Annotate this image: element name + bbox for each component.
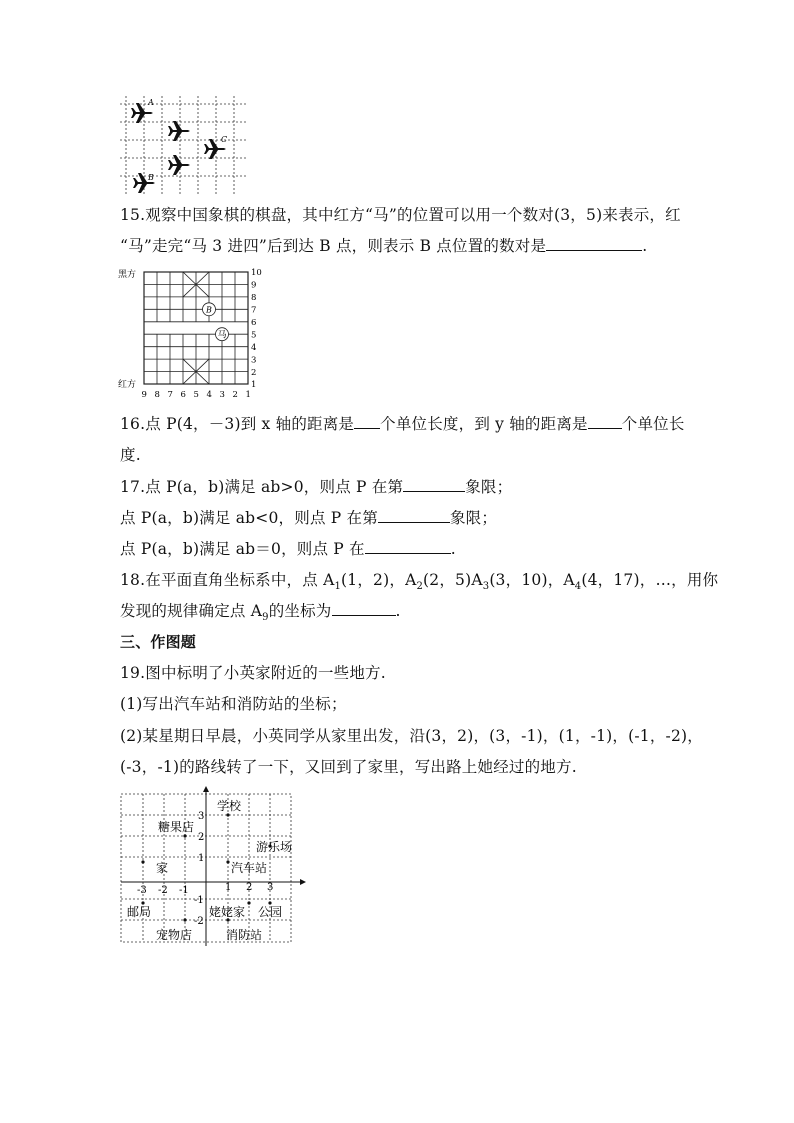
y-tick-1: 1 <box>198 853 205 864</box>
q16-line1: 16.点 P(4，－3)到 x 轴的距离是 个单位长度，到 y 轴的距离是 个单位长 <box>120 415 685 433</box>
plane-label-c: C <box>221 135 228 144</box>
y-tick--2: -2 <box>194 916 204 927</box>
place-amusement-park: 游乐场 <box>256 840 293 854</box>
place-grandma-home: 姥姥家 <box>209 905 246 919</box>
place-post-office: 邮局 <box>127 905 152 919</box>
q15-line2: “马”走完“马 3 进四”后到达 B 点，则表示 B 点位置的数对是 . <box>120 237 648 255</box>
chess-bottom-label: 红方 <box>118 380 137 390</box>
q19-line1: 19.图中标明了小英家附近的一些地方. <box>120 664 386 682</box>
place-fire-station: 消防站 <box>226 928 263 942</box>
place-pet-store: 宠物店 <box>156 928 193 942</box>
answer-blank[interactable] <box>354 414 380 429</box>
rank-8: 8 <box>251 293 257 303</box>
plane-label-a: A <box>148 98 154 107</box>
q16-line2: 度. <box>120 446 141 464</box>
point-b-marker <box>203 303 216 316</box>
airplane-icon <box>168 155 190 175</box>
x-tick--1: -1 <box>179 885 189 896</box>
y-tick-2: 2 <box>198 832 205 843</box>
q18-line2: 发现的规律确定点 $A_9$的坐标为 . <box>120 602 401 624</box>
rank-1: 1 <box>251 380 257 390</box>
x-tick--3: -3 <box>137 885 147 896</box>
plane-label-b: B <box>148 173 154 182</box>
coordinate-map-figure <box>120 786 306 946</box>
x-tick-3: 3 <box>267 882 274 893</box>
q19-line2: (1)写出汽车站和消防站的坐标； <box>120 695 347 713</box>
airplane-grid-figure <box>120 96 246 194</box>
rank-6: 6 <box>251 318 257 328</box>
file-7: 7 <box>167 390 173 400</box>
answer-blank[interactable] <box>365 539 451 554</box>
horse-label: 马 <box>217 330 227 341</box>
q19-line3: (2)某星期日早晨，小英同学从家里出发，沿(3，2)，(3，-1)，(1，-1)，(-1，-2)， <box>120 727 703 745</box>
y-tick--1: -1 <box>194 895 204 906</box>
file-4: 4 <box>206 390 212 400</box>
y-tick-3: 3 <box>198 811 205 822</box>
file-9: 9 <box>141 390 147 400</box>
rank-2: 2 <box>251 368 257 378</box>
rank-4: 4 <box>251 343 257 353</box>
file-6: 6 <box>180 390 186 400</box>
place-school: 学校 <box>217 799 242 813</box>
q17-line2: 点 P(a，b)满足 ab<0，则点 P 在第 象限； <box>120 509 498 527</box>
rank-3: 3 <box>251 355 257 366</box>
file-2: 2 <box>232 390 238 400</box>
place-bus-station: 汽车站 <box>231 861 268 875</box>
file-5: 5 <box>193 390 199 400</box>
answer-blank[interactable] <box>378 508 450 523</box>
place-candy-store: 糖果店 <box>158 820 195 834</box>
rank-10: 10 <box>251 268 262 278</box>
airplane-icon <box>168 121 190 141</box>
q18-line1: 18.在平面直角坐标系中，点 $A_1(1$，2)，$A_2(2$，$5)A_3(3$，10)，$A_4(4$，17)，…，用你 <box>120 571 719 593</box>
chess-board-figure <box>118 266 268 400</box>
section-heading: 三、作图题 <box>120 633 197 651</box>
rank-5: 5 <box>251 330 257 341</box>
q17-line3: 点 P(a，b)满足 ab＝0，则点 P 在 . <box>120 540 456 558</box>
x-tick-2: 2 <box>246 882 253 893</box>
file-3: 3 <box>219 390 225 400</box>
chess-top-label: 黑方 <box>118 270 137 280</box>
answer-blank[interactable] <box>546 236 642 251</box>
file-1: 1 <box>245 390 251 400</box>
x-tick--2: -2 <box>158 885 168 896</box>
answer-blank[interactable] <box>588 414 622 429</box>
rank-9: 9 <box>251 280 257 291</box>
file-8: 8 <box>154 390 160 400</box>
rank-7: 7 <box>251 305 257 316</box>
q15-line1: 15.观察中国象棋的棋盘，其中红方“马”的位置可以用一个数对(3，5)来表示，红 <box>120 206 681 224</box>
horse-piece <box>216 328 229 341</box>
answer-blank[interactable] <box>332 601 396 616</box>
x-tick-1: 1 <box>225 882 232 893</box>
place-park: 公园 <box>258 905 283 919</box>
q19-line4: (-3，-1)的路线转了一下，又回到了家里，写出路上她经过的地方. <box>120 758 577 776</box>
q17-line1: 17.点 P(a，b)满足 ab>0，则点 P 在第 象限； <box>120 478 513 496</box>
place-home: 家 <box>156 861 169 875</box>
point-b-label: B <box>206 305 212 315</box>
answer-blank[interactable] <box>403 477 465 492</box>
